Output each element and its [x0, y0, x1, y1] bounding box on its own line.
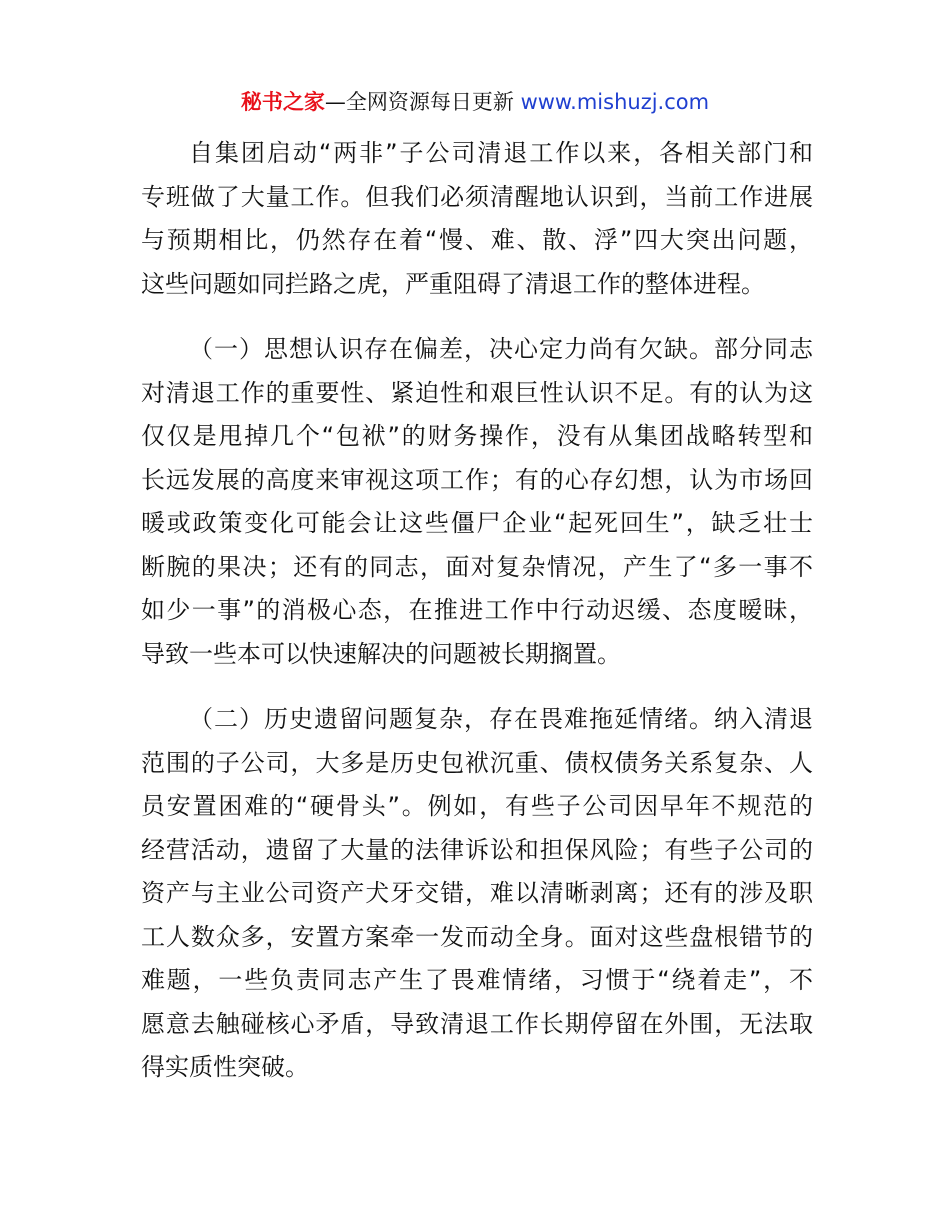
text-line: （二）历史遗留问题复杂，存在畏难拖延情绪。纳入清退 [189, 705, 813, 733]
text-line: 工人数众多，安置方案牵一发而动全身。面对这些盘根错节的 [141, 922, 813, 951]
text-line: 范围的子公司，大多是历史包袱沉重、债权债务关系复杂、人 [141, 748, 813, 777]
text-line: 仅仅是甩掉几个“包袱”的财务操作，没有从集团战略转型和 [141, 422, 813, 450]
text-line: 员安置困难的“硬骨头”。例如，有些子公司因早年不规范的 [141, 792, 813, 820]
text-line: 与预期相比，仍然存在着“慢、难、散、浮”四大突出问题， [141, 226, 813, 254]
paragraph-intro [141, 132, 813, 306]
text-line: 自集团启动“两非”子公司清退工作以来，各相关部门和 [189, 139, 813, 167]
text-line: 资产与主业公司资产犬牙交错，难以清晰剥离；还有的涉及职 [141, 879, 813, 907]
text-line: 如少一事”的消极心态，在推进工作中行动迟缓、态度暧昧， [141, 596, 813, 624]
text-line: 这些问题如同拦路之虎，严重阻碍了清退工作的整体进程。 [141, 269, 765, 298]
text-line: 难题，一些负责同志产生了畏难情绪，习惯于“绕着走”，不 [141, 966, 813, 994]
text-line: 断腕的果决；还有的同志，面对复杂情况，产生了“多一事不 [141, 552, 813, 581]
text-line: 专班做了大量工作。但我们必须清醒地认识到，当前工作进展 [141, 182, 813, 211]
text-line: （一）思想认识存在偏差，决心定力尚有欠缺。部分同志 [189, 335, 813, 363]
text-line: 经营活动，遗留了大量的法律诉讼和担保风险；有些子公司的 [141, 835, 813, 864]
text-line: 愿意去触碰核心矛盾，导致清退工作长期停留在外围，无法取 [141, 1009, 813, 1038]
header-slogan: —全网资源每日更新 [324, 90, 521, 114]
header-url-link[interactable]: www.mishuzj.com [520, 90, 710, 114]
paragraph-section-1 [141, 328, 813, 676]
text-line: 得实质性突破。 [141, 1053, 309, 1081]
page-header [0, 86, 950, 118]
text-line: 暖或政策变化可能会让这些僵尸企业“起死回生”，缺乏壮士 [141, 509, 813, 537]
document-body [141, 132, 813, 1112]
text-line: 导致一些本可以快速解决的问题被长期搁置。 [141, 639, 621, 668]
paragraph-section-2 [141, 698, 813, 1090]
brand-name: 秘书之家 [240, 90, 325, 114]
text-line: 长远发展的高度来审视这项工作；有的心存幻想，认为市场回 [141, 465, 813, 494]
text-line: 对清退工作的重要性、紧迫性和艰巨性认识不足。有的认为这 [141, 378, 813, 407]
